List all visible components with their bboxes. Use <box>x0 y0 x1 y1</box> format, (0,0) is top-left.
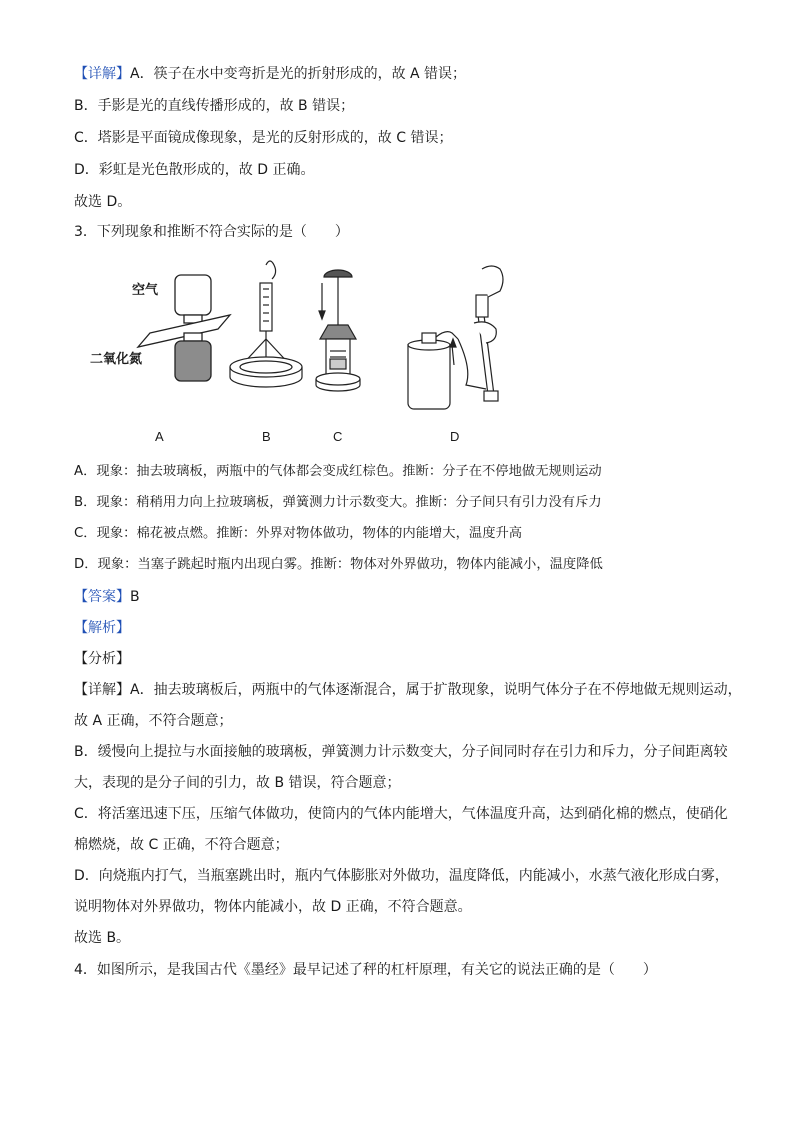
detail-line-4: D．彩虹是光色散形成的，故 D 正确。 <box>74 162 315 178</box>
detail-q3-line-7: D．向烧瓶内打气，当瓶塞跳出时，瓶内气体膨胀对外做功，温度降低，内能减小，水蒸气液化形成白雾， <box>74 868 729 884</box>
detail-q3-line-4: 大，表现的是分子间的引力，故 B 错误，符合题意； <box>74 775 401 791</box>
figure-label-a: A <box>155 429 164 444</box>
analysis-tag: 【解析】 <box>74 620 130 636</box>
figure-label-b: B <box>262 429 271 444</box>
option-a: A．现象：抽去玻璃板，两瓶中的气体都会变成红棕色。推断：分子在不停地做无规则运动 <box>74 464 602 479</box>
detail-q3-line-8: 说明物体对外界做功，物体内能减小，故 D 正确，不符合题意。 <box>74 899 472 915</box>
answer-value: B <box>130 589 140 605</box>
conclusion-line: 故选 D。 <box>74 194 132 210</box>
detail-q3-line-6: 棉燃烧，故 C 正确，不符合题意； <box>74 837 289 853</box>
experiment-figure <box>90 255 530 450</box>
detail-tag: 【详解】 <box>74 66 130 82</box>
detail-line-1: 【详解】A．筷子在水中变弯折是光的折射形成的，故 A 错误； <box>74 66 467 82</box>
detail-line-2: B．手影是光的直线传播形成的，故 B 错误； <box>74 98 355 114</box>
answer-tag: 【答案】 <box>74 589 130 605</box>
fenxi-tag: 【分析】 <box>74 651 130 667</box>
detail-q3-line-3: B．缓慢向上提拉与水面接触的玻璃板，弹簧测力计示数变大，分子间同时存在引力和斥力，分子间距离较 <box>74 744 728 760</box>
figure-label-d: D <box>450 429 460 444</box>
detail-q3-line-2: 故 A 正确，不符合题意； <box>74 713 233 729</box>
detail-q3-line-5: C．将活塞迅速下压，压缩气体做功，使筒内的气体内能增大，气体温度升高，达到硝化棉的燃点，使硝化 <box>74 806 728 822</box>
detail-q3-line-1: 【详解】A．抽去玻璃板后，两瓶中的气体逐渐混合，属于扩散现象，说明气体分子在不停地做无规则运动， <box>74 682 742 698</box>
no2-label: 二氧化氮 <box>90 352 143 367</box>
figure-c-piston-tube <box>316 270 360 391</box>
figure-label-c: C <box>333 429 343 444</box>
option-d: D．现象：当塞子跳起时瓶内出现白雾。推断：物体对外界做功，物体内能减小，温度降低 <box>74 557 603 572</box>
figure-d-pump-bottle <box>408 266 503 409</box>
question-4-stem: 4．如图所示，是我国古代《墨经》最早记述了秤的杠杆原理，有关它的说法正确的是（ ） <box>74 962 657 978</box>
figure-b-spring-scale <box>230 261 302 387</box>
q3-conclusion: 故选 B。 <box>74 930 131 946</box>
question-3-stem: 3．下列现象和推断不符合实际的是（ ） <box>74 224 349 240</box>
air-label: 空气 <box>132 283 159 298</box>
detail-line-3: C．塔影是平面镜成像现象，是光的反射形成的，故 C 错误； <box>74 130 453 146</box>
answer-line <box>74 587 140 607</box>
option-b: B．现象：稍稍用力向上拉玻璃板，弹簧测力计示数变大。推断：分子间只有引力没有斥力 <box>74 495 602 510</box>
option-c: C．现象：棉花被点燃。推断：外界对物体做功，物体的内能增大，温度升高 <box>74 526 523 541</box>
